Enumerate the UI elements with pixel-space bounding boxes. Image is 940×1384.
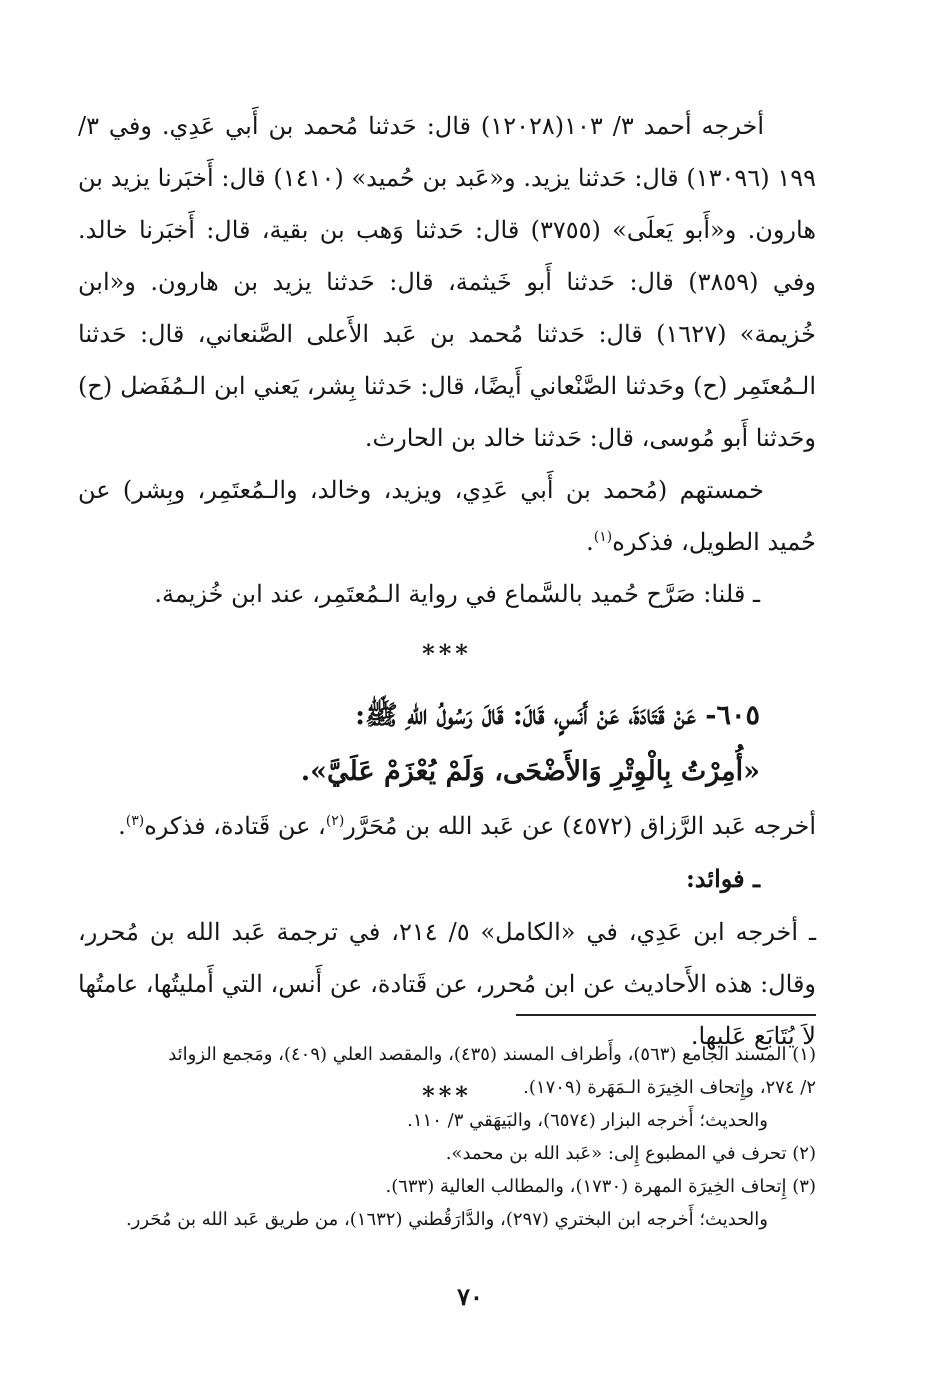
footnote-2: (٢) تحرف في المطبوع إِلى: «عَبد الله بن محمد». xyxy=(445,1143,816,1164)
section-separator: *** xyxy=(422,639,472,668)
main-text xyxy=(78,100,816,1130)
summary-end: . xyxy=(586,528,594,556)
footnote-divider xyxy=(516,1014,816,1016)
hadith-isnad-line: ٦٠٥- عَنْ قَتَادَةَ، عَنْ أَنَسٍ، قَالَ: قَالَ رَسُولُ اللهِ ﷺ: xyxy=(355,700,760,731)
footnotes xyxy=(78,1038,816,1236)
takhrij-text-b: ، عن قَتادة، فذكره xyxy=(144,812,326,840)
footnote-1-line-2: ٢/ ٢٧٤، وإِتحاف الخِيرَة الـمَهَرة (١٧٠٩). xyxy=(523,1077,816,1098)
fawaid-paragraph: ـ أخرجه ابن عَدِي، في «الكامل» ٥/ ٢١٤، في ترجمة عَبد الله بن مُحرر، وقال: هذه الأَحاديث عن ابن مُحرر، عن قَتادة، عن أَنس، التي أَمليتُها، عامتُها لاَ يُتَابَع عَليها. xyxy=(78,918,817,1050)
takhrij-end: . xyxy=(118,812,126,840)
hadith-takhrij xyxy=(78,800,816,852)
note-paragraph: ـ قلنا: صَرَّح حُميد بالسَّماع في رواية الـمُعتَمِر، عند ابن خُزيمة. xyxy=(154,580,760,608)
fawaid-heading: ـ فوائد: xyxy=(685,864,760,893)
footnote-1-line-3: والحديث؛ أَخرجه البزار (٦٥٧٤)، والبَيهَقي ٣/ ١١٠. xyxy=(407,1110,768,1131)
footnote-ref-3: (٣) xyxy=(125,813,145,829)
footnote-3-line-1: (٣) إِتحاف الخِيرَة المهرة (١٧٣٠)، والمطالب العالية (٦٣٣). xyxy=(385,1176,816,1197)
footnote-ref-2: (٢) xyxy=(325,813,345,829)
footnote-1-line-1: (١) المسند الجامع (٥٦٣)، وأَطراف المسند (٤٣٥)، والمقصد العلي (٤٠٩)، ومَجمع الزوائد xyxy=(168,1044,816,1065)
page-number: ٧٠ xyxy=(457,1282,483,1311)
section-separator-2: *** xyxy=(422,1081,472,1110)
takhrij-text-a: أخرجه عَبد الرَّزاق (٤٥٧٢) عن عَبد الله بن مُحَرَّر xyxy=(344,812,816,840)
footnote-3-line-2: والحديث؛ أَخرجه ابن البختري (٢٩٧)، والدَّارَقُطني (١٦٣٢)، من طريق عَبد الله بن مُحَرر. xyxy=(125,1209,768,1230)
summary-text: خمستهم (مُحمد بن أَبي عَدِي، ويزيد، وخالد، والـمُعتَمِر، وبِشر) عن حُميد الطويل، فذكره xyxy=(78,476,816,556)
takhrij-paragraph: أخرجه أحمد ٣/ ١٠٣(١٢٠٢٨) قال: حَدثنا مُحمد بن أَبي عَدِي. وفي ٣/ ١٩٩ (١٣٠٩٦) قال: حَدثنا يزيد. و«عَبد بن حُميد» (١٤١٠) قال: أَخبَرنا يزيد بن هارون. و«أَبو يَعلَى» (٣٧٥٥) قال: حَدثنا وَهب بن بقية، قال: أَخبَرنا خالد. وفي (٣٨٥٩) قال: حَدثنا أَبو خَيثمة، قال: حَدثنا يزيد بن هارون. و«ابن خُزيمة» (١٦٢٧) قال: حَدثنا مُحمد بن عَبد الأَعلى الصَّنعاني، قال: حَدثنا الـمُعتَمِر (ح) وحَدثنا الصَّنْعاني أَيضًا، قال: حَدثنا بِشر، يَعني ابن الـمُفَضل (ح) وحَدثنا أَبو مُوسى، قال: حَدثنا خالد بن الحارث. xyxy=(78,112,816,452)
summary-paragraph xyxy=(78,464,816,568)
footnote-ref-1: (١) xyxy=(593,529,613,545)
hadith-matn-line: «أُمِرْتُ بِالْوِتْرِ وَالأَضْحَى، وَلَمْ يُعْزَمْ عَلَيَّ». xyxy=(300,756,760,787)
